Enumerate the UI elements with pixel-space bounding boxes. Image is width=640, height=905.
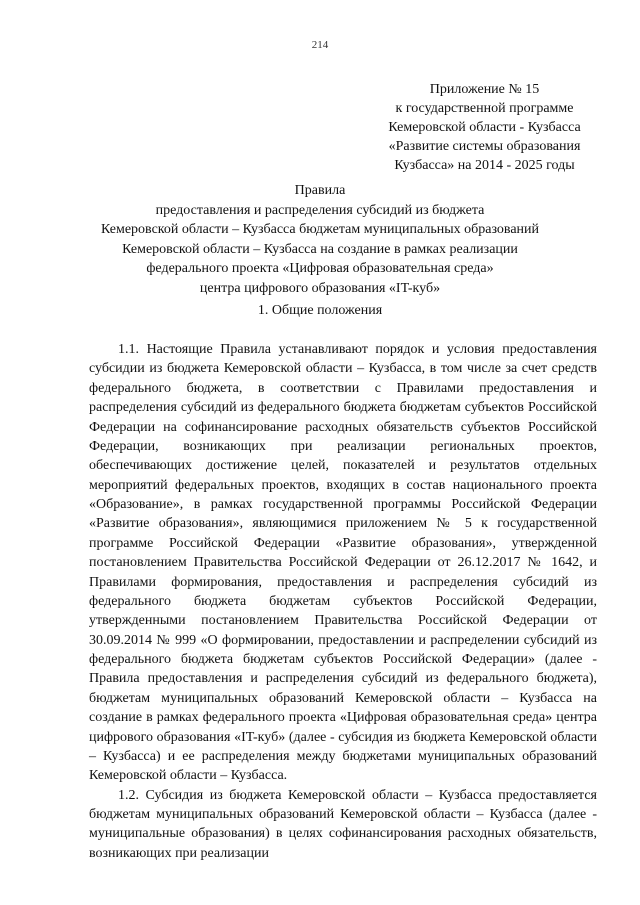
appendix-line: Приложение № 15 [429, 82, 540, 97]
appendix-line: Кузбасса» на 2014 - 2025 годы [394, 158, 575, 173]
appendix-line: Кемеровской области - Кузбасса [388, 120, 581, 135]
section-heading: 1. Общие положения [257, 303, 383, 318]
title-line: центра цифрового образования «IT-куб» [199, 280, 441, 296]
appendix-line: «Развитие системы образования [388, 139, 581, 154]
title-line: Правила [294, 183, 346, 198]
title-line: предоставления и распределения субсидий из бюджета [155, 202, 485, 218]
paragraph-1-2: 1.2. Субсидия из бюджета Кемеровской области – Кузбасса предоставляется бюджетам муниципальных образований Кемеровской области – Кузбасса (далее - муниципальные образования) в целях софинансирования расходных обязательств, возникающих при реализации [89, 787, 597, 861]
title-line: федерального проекта «Цифровая образовательная среда» [146, 261, 494, 276]
document-body [89, 340, 597, 863]
appendix-block [372, 80, 597, 175]
appendix-line: к государственной программе [395, 101, 574, 116]
title-line: Кемеровской области – Кузбасса бюджетам муниципальных образований [100, 222, 540, 237]
title-line: Кемеровской области – Кузбасса на создание в рамках реализации [122, 241, 518, 257]
page-number: 214 [311, 39, 329, 51]
paragraph-1-1: 1.1. Настоящие Правила устанавливают порядок и условия предоставления субсидии из бюджета Кемеровской области – Кузбасса, в том числе за счет средств федерального бюджета, в соответствии с Правилами предоставления и распределения субсидий из федерального бюджета бюджетам субъектов Российской Федерации на софинансирование расходных обязательств субъектов Российской Федерации, возникающих при реализации региональных проектов, обеспечивающих достижение целей, показателей и результатов отдельных мероприятий федеральных проектов, входящих в состав национального проекта «Образование», в рамках государственной программы Российской Федерации «Развитие образования», являющимися приложением № 5 к государственной программе Российской Федерации «Развитие образования», утвержденной постановлением Правительства Российской Федерации от 26.12.2017 № 1642, и Правилами формирования, предоставления и распределения субсидий из федерального бюджета бюджетам субъектов Российской Федерации, утвержденными постановлением Правительства Российской Федерации от 30.09.2014 № 999 «О формировании, предоставлении и распределении субсидий из федерального бюджета бюджетам субъектов Российской Федерации» (далее - Правила предоставления и распределения субсидий из федерального бюджета), бюджетам муниципальных образований Кемеровской области – Кузбасса на создание в рамках федерального проекта «Цифровая образовательная среда» центра цифрового образования «IT-куб» (далее - субсидия из бюджета Кемеровской области – Кузбасса) и ее распределения между бюджетами муниципальных образований Кемеровской области – Кузбасса. [89, 342, 597, 784]
document-title [92, 181, 548, 298]
